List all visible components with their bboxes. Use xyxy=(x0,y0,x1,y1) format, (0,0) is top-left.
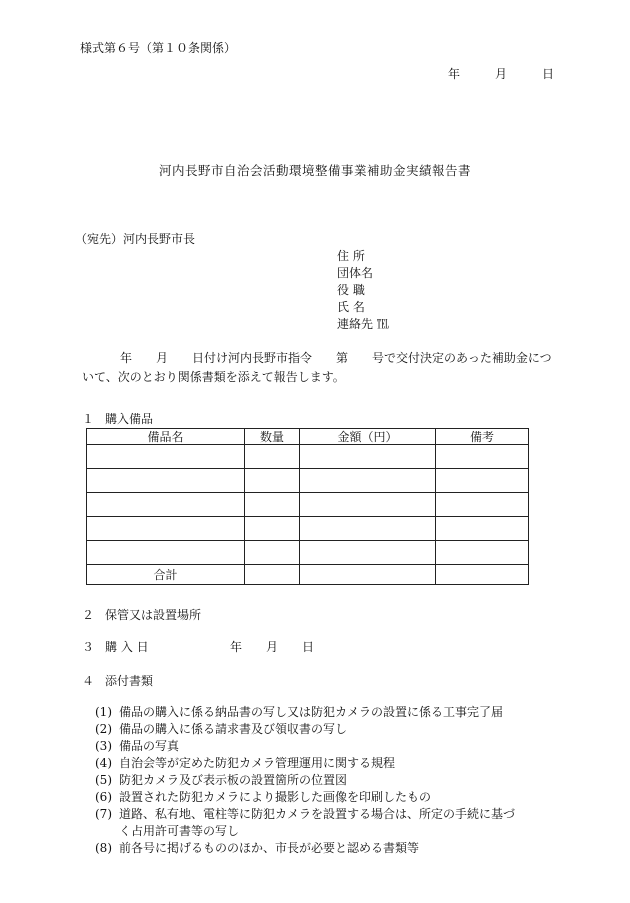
list-item xyxy=(95,757,515,774)
table-cell[interactable] xyxy=(87,493,245,517)
table-row xyxy=(87,517,529,541)
table-cell[interactable] xyxy=(300,469,436,493)
date-year-label: 年 xyxy=(448,67,461,81)
total-quantity-cell[interactable] xyxy=(245,565,300,585)
table-total-row xyxy=(87,565,529,585)
list-item-text: 備品の購入に係る納品書の写し又は防犯カメラの設置に係る工事完了届 xyxy=(119,705,504,719)
list-item-text: 道路、私有地、電柱等に防犯カメラを設置する場合は、所定の手続に基づ xyxy=(119,807,516,821)
table-cell[interactable] xyxy=(245,541,300,565)
table-header-row xyxy=(87,429,529,445)
date-month-label: 月 xyxy=(495,67,508,81)
section-number: １ xyxy=(82,412,95,426)
form-number: 様式第６号（第１０条関係） xyxy=(80,41,237,55)
list-item-number: (1) xyxy=(95,705,112,719)
list-item-text: く占用許可書等の写し xyxy=(119,824,240,838)
sender-organization-label: 団体名 xyxy=(337,266,374,280)
section-purchased-items xyxy=(82,413,153,425)
table-cell[interactable] xyxy=(436,541,529,565)
table-cell[interactable] xyxy=(87,469,245,493)
report-body-text: 年 月 日付け河内長野市指令 第 号で交付決定のあった補助金について、次のとおり関係書類を添えて報告します。 xyxy=(82,351,552,384)
table-cell[interactable] xyxy=(245,469,300,493)
sender-block xyxy=(337,250,389,335)
purchase-date-value: 年 月 日 xyxy=(230,640,315,654)
total-amount-cell[interactable] xyxy=(300,565,436,585)
section-label: 保管又は設置場所 xyxy=(105,608,202,622)
table-cell[interactable] xyxy=(300,517,436,541)
table-cell[interactable] xyxy=(87,445,245,469)
table-cell[interactable] xyxy=(300,445,436,469)
list-item-text: 前各号に掲げるもののほか、市長が必要と認める書類等 xyxy=(119,841,420,855)
table-cell[interactable] xyxy=(245,517,300,541)
list-item-number: (6) xyxy=(95,790,112,804)
list-item-text: 防犯カメラ及び表示板の設置箇所の位置図 xyxy=(119,773,348,787)
table-cell[interactable] xyxy=(87,517,245,541)
header-remarks: 備考 xyxy=(436,429,529,445)
sender-contact-label: 連絡先 ℡ xyxy=(337,317,389,331)
attachment-list xyxy=(95,706,515,859)
total-label: 合計 xyxy=(87,565,245,585)
table-cell[interactable] xyxy=(87,541,245,565)
section-storage-location xyxy=(82,609,201,621)
list-item xyxy=(95,791,515,808)
list-item-continuation xyxy=(95,825,515,842)
sender-name-label: 氏 名 xyxy=(337,300,365,314)
section-label: 購 入 日 xyxy=(105,640,149,654)
date-day-label: 日 xyxy=(542,67,555,81)
table-row xyxy=(87,445,529,469)
table-cell[interactable] xyxy=(436,445,529,469)
header-quantity: 数量 xyxy=(245,429,300,445)
list-item xyxy=(95,723,515,740)
table-row xyxy=(87,493,529,517)
table-cell[interactable] xyxy=(436,517,529,541)
list-item-number: (5) xyxy=(95,773,112,787)
table-cell[interactable] xyxy=(436,469,529,493)
table-row xyxy=(87,541,529,565)
list-item xyxy=(95,706,515,723)
list-item-number: (2) xyxy=(95,722,112,736)
header-item-name: 備品名 xyxy=(87,429,245,445)
total-remarks-cell[interactable] xyxy=(436,565,529,585)
document-title: 河内長野市自治会活動環境整備事業補助金実績報告書 xyxy=(158,163,471,178)
report-date xyxy=(448,68,554,80)
table-cell[interactable] xyxy=(300,493,436,517)
list-item-number: (8) xyxy=(95,841,112,855)
section-number: ３ xyxy=(82,640,95,654)
list-item-text: 備品の写真 xyxy=(119,739,180,753)
list-item-number: (7) xyxy=(95,807,112,821)
section-label: 購入備品 xyxy=(105,412,154,426)
list-item-text: 自治会等が定めた防犯カメラ管理運用に関する規程 xyxy=(119,756,396,770)
list-item-text: 設置された防犯カメラにより撮影した画像を印刷したもの xyxy=(119,790,432,804)
addressee: （宛先）河内長野市長 xyxy=(75,232,196,246)
sender-address-label: 住 所 xyxy=(337,249,365,263)
list-item xyxy=(95,808,515,825)
table-cell[interactable] xyxy=(436,493,529,517)
purchased-items-table xyxy=(86,428,529,585)
section-label: 添付書類 xyxy=(105,674,154,688)
table-cell[interactable] xyxy=(300,541,436,565)
list-item xyxy=(95,842,515,859)
table-cell[interactable] xyxy=(245,493,300,517)
table-row xyxy=(87,469,529,493)
list-item-text: 備品の購入に係る請求書及び領収書の写し xyxy=(119,722,348,736)
section-number: ２ xyxy=(82,608,95,622)
section-purchase-date xyxy=(82,641,149,653)
section-number: ４ xyxy=(82,674,95,688)
list-item xyxy=(95,774,515,791)
section-attachments xyxy=(82,675,153,687)
sender-position-label: 役 職 xyxy=(337,283,365,297)
header-amount: 金額（円） xyxy=(300,429,436,445)
list-item-number: (4) xyxy=(95,756,112,770)
list-item-number: (3) xyxy=(95,739,112,753)
list-item xyxy=(95,740,515,757)
table-cell[interactable] xyxy=(245,445,300,469)
